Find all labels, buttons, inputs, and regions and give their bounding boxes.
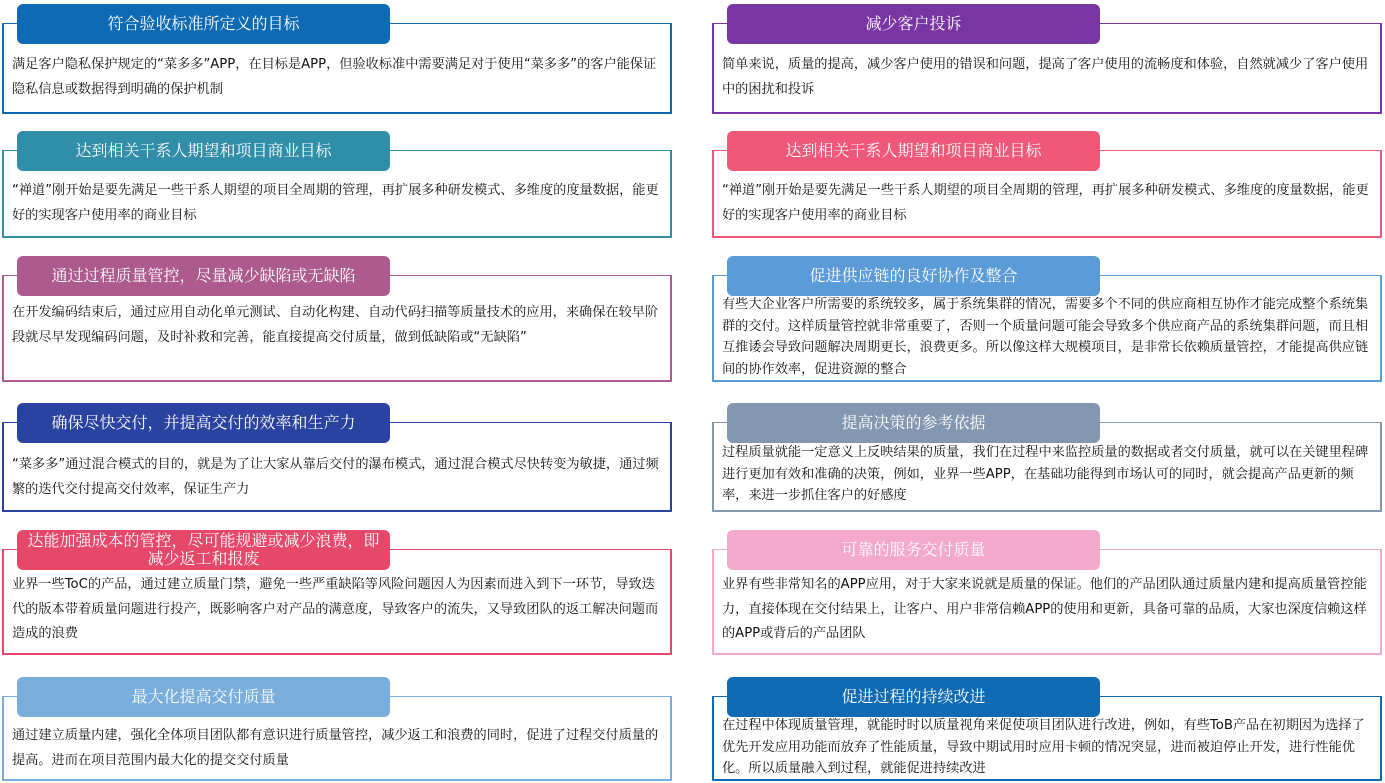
card-right-0 — [712, 4, 1382, 114]
card-text: 有些大企业客户所需要的系统较多，属于系统集群的情况，需要多个不同的供应商相互协作才能完成整个系统集群的交付。这样质量管控就非常重要了，否则一个质量问题可能会导致多个供应商产品的系统集群问题，而且相互推诿会导致问题解决周期更长，浪费更多。所以像这样大规模项目，是非常长依赖质量管控，才能提高供应链间的协作效率，促进资源的整合 — [722, 297, 1369, 377]
card-right-5 — [712, 677, 1382, 781]
card-right-1 — [712, 131, 1382, 238]
card-title: 确保尽快交付，并提高交付的效率和生产力 — [17, 403, 390, 443]
card-title: 减少客户投诉 — [727, 4, 1100, 44]
card-text: 简单来说，质量的提高，减少客户使用的错误和问题，提高了客户使用的流畅度和体验，自然就减少了客户使用中的困扰和投诉 — [722, 57, 1369, 97]
card-right-3 — [712, 403, 1382, 512]
card-title: 提高决策的参考依据 — [727, 403, 1100, 443]
card-title: 通过过程质量管控，尽量减少缺陷或无缺陷 — [17, 256, 390, 296]
card-title: 达到相关干系人期望和项目商业目标 — [17, 131, 390, 171]
card-title: 促进供应链的良好协作及整合 — [727, 256, 1100, 296]
card-text: 满足客户隐私保护规定的“菜多多”APP，在目标是APP，但验收标准中需要满足对于使用“菜多多”的客户能保证隐私信息或数据得到明确的保护机制 — [12, 57, 657, 97]
card-title: 可靠的服务交付质量 — [727, 530, 1100, 570]
card-text: “菜多多”通过混合模式的目的，就是为了让大家从靠后交付的瀑布模式，通过混合模式尽快转变为敏捷，通过频繁的迭代交付提高交付效率，保证生产力 — [12, 457, 659, 497]
card-title: 达能加强成本的管控，尽可能规避或减少浪费，即减少返工和报废 — [17, 530, 390, 570]
card-text: 在开发编码结束后，通过应用自动化单元测试、自动化构建、自动代码扫描等质量技术的应用，来确保在较早阶段就尽早发现编码问题，及时补救和完善，能直接提高交付质量，做到低缺陷或“无缺陷” — [12, 305, 659, 345]
card-right-4 — [712, 530, 1382, 655]
card-right-2 — [712, 256, 1382, 382]
card-text: “禅道”刚开始是要先满足一些干系人期望的项目全周期的管理，再扩展多种研发模式、多维度的度量数据，能更好的实现客户使用率的商业目标 — [12, 183, 659, 223]
card-text: 在过程中体现质量管理，就能时时以质量视角来促使项目团队进行改进，例如，有些ToB产品在初期因为选择了优先开发应用功能而放弃了性能质量，导致中期试用时应用卡顿的情况突显，进而被迫停止开发，进行性能优化。所以质量融入到过程，就能促进持续改进 — [722, 718, 1365, 776]
card-left-4 — [2, 530, 672, 655]
card-text: 业界一些ToC的产品，通过建立质量门禁，避免一些严重缺陷等风险问题因人为因素而进入到下一环节，导致迭代的版本带着质量问题进行投产，既影响客户对产品的满意度，导致客户的流失，又导致团队的返工解决问题而造成的浪费 — [12, 577, 659, 641]
card-left-0 — [2, 4, 672, 114]
card-text: “禅道”刚开始是要先满足一些干系人期望的项目全周期的管理，再扩展多种研发模式、多维度的度量数据，能更好的实现客户使用率的商业目标 — [722, 183, 1369, 223]
card-left-1 — [2, 131, 672, 238]
card-text: 业界有些非常知名的APP应用，对于大家来说就是质量的保证。他们的产品团队通过质量内建和提高质量管控能力，直接体现在交付结果上，让客户、用户非常信赖APP的使用和更新，具备可靠的品质，大家也深度信赖这样的APP或背后的产品团队 — [722, 577, 1367, 641]
card-left-2 — [2, 256, 672, 382]
card-text: 过程质量就能一定意义上反映结果的质量，我们在过程中来监控质量的数据或者交付质量，就可以在关键里程碑进行更加有效和准确的决策，例如，业界一些APP，在基础功能得到市场认可的同时，就会提高产品更新的频率，来进一步抓住客户的好感度 — [722, 445, 1369, 503]
card-title: 符合验收标准所定义的目标 — [17, 4, 390, 44]
card-title: 促进过程的持续改进 — [727, 677, 1100, 717]
card-text: 通过建立质量内建，强化全体项目团队都有意识进行质量管控，减少返工和浪费的同时，促进了过程交付质量的提高。进而在项目范围内最大化的提交交付质量 — [12, 728, 659, 768]
card-title: 达到相关干系人期望和项目商业目标 — [727, 131, 1100, 171]
card-title: 最大化提高交付质量 — [17, 677, 390, 717]
card-left-3 — [2, 403, 672, 512]
card-left-5 — [2, 677, 672, 781]
